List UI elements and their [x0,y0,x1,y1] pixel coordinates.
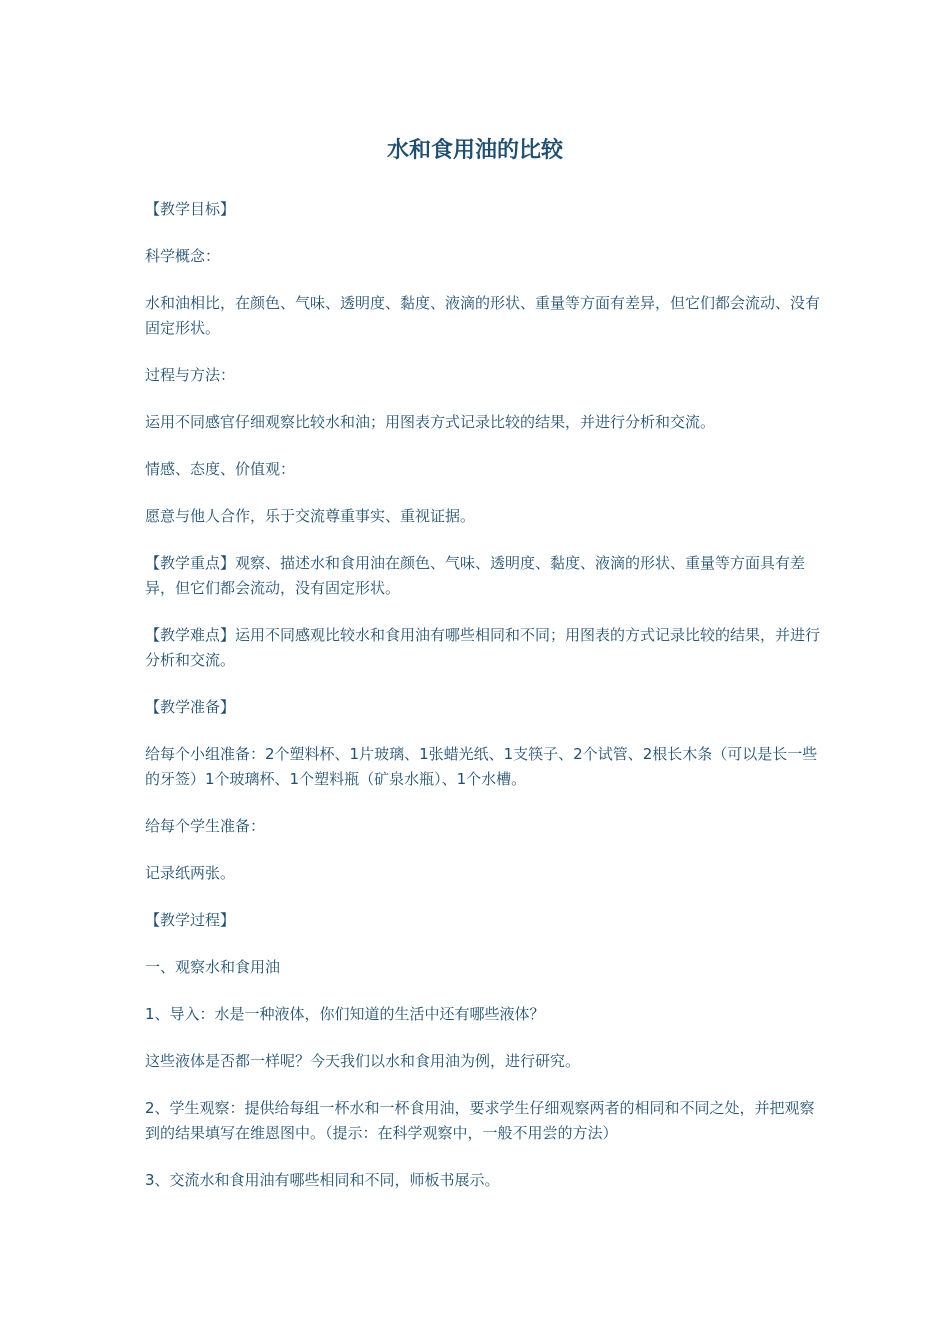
paragraph: 给每个学生准备： [145,817,266,835]
document-title: 水和食用油的比较 [386,138,563,163]
paragraph: 一、观察水和食用油 [145,958,281,976]
paragraph: 1、导入：水是一种液体，你们知道的生活中还有哪些液体？ [145,1005,545,1023]
paragraph: 【教学准备】 [145,698,236,716]
paragraph: 过程与方法： [145,366,236,384]
paragraph: 3、交流水和食用油有哪些相同和不同，师板书展示。 [145,1171,500,1189]
paragraph: 2、学生观察：提供给每组一杯水和一杯食用油，要求学生仔细观察两者的相同和不同之处，并把观察到的结果填写在维恩图中。（提示：在科学观察中，一般不用尝的方法） [145,1099,815,1142]
paragraph: 记录纸两张。 [145,864,236,882]
paragraph: 【教学过程】 [145,911,236,929]
paragraph: 情感、态度、价值观： [145,460,296,478]
paragraph: 运用不同感官仔细观察比较水和油；用图表方式记录比较的结果，并进行分析和交流。 [145,413,716,431]
paragraph: 【教学难点】运用不同感观比较水和食用油有哪些相同和不同；用图表的方式记录比较的结果，并进行分析和交流。 [145,626,821,669]
paragraph: 【教学重点】观察、描述水和食用油在颜色、气味、透明度、黏度、液滴的形状、重量等方面具有差异，但它们都会流动，没有固定形状。 [145,554,806,597]
paragraph: 【教学目标】 [145,200,236,218]
paragraph: 水和油相比，在颜色、气味、透明度、黏度、液滴的形状、重量等方面有差异，但它们都会流动、没有固定形状。 [145,294,821,337]
document-body [145,197,820,1215]
paragraph: 给每个小组准备：2个塑料杯、1片玻璃、1张蜡光纸、1支筷子、2个试管、2根长木条（可以是长一些的牙签）1个玻璃杯、1个塑料瓶（矿泉水瓶）、1个水槽。 [145,745,818,788]
paragraph: 科学概念： [145,247,221,265]
paragraph: 这些液体是否都一样呢？今天我们以水和食用油为例，进行研究。 [145,1052,581,1070]
paragraph: 愿意与他人合作，乐于交流尊重事实、重视证据。 [145,507,476,525]
